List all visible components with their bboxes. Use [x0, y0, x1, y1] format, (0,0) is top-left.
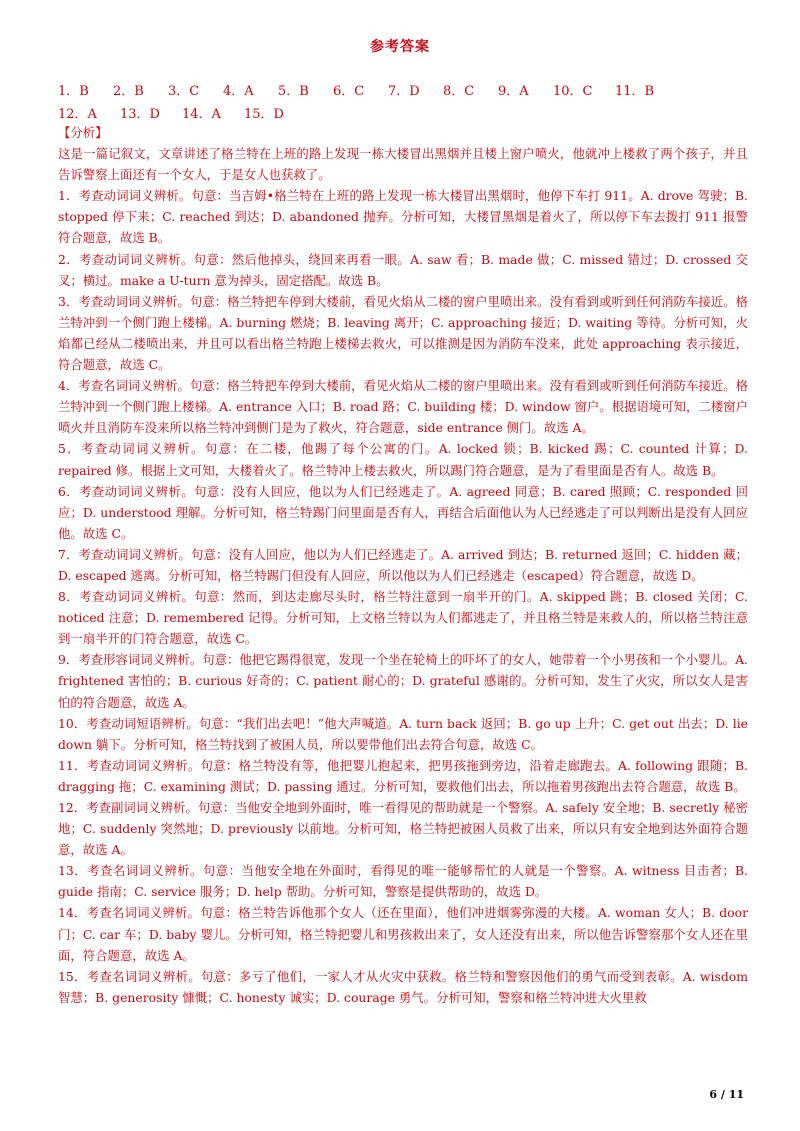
answer-item: 11．B — [615, 84, 655, 99]
analysis-section — [58, 122, 748, 1008]
explanation-paragraph: 3．考查动词词义辨析。句意：格兰特把车停到大楼前，看见火焰从二楼的窗户里喷出来。没有看到或听到任何消防车接近。格兰特冲到一个侧门跑上楼梯。A. burning 燃烧；B. leaving 离开；C. approaching 接近；D. waiting 等待。分析可知，火焰都已经从二楼喷出来，并且可以看出格兰特跑上楼梯去救火，可以推测是因为消防车没来，此处 approaching 表示接近，符合题意，故选 C。 — [58, 293, 748, 373]
explanation-paragraph: 4．考查名词词义辨析。句意：格兰特把车停到大楼前，看见火焰从二楼的窗户里喷出来。没有看到或听到任何消防车接近。格兰特冲到一个侧门跑上楼梯。A. entrance 入口；B. road 路；C. building 楼；D. window 窗户。根据语境可知，二楼窗户喷火并且消防车没来所以格兰特冲到侧门是为了救火，符合题意，side entrance 侧门。故选 A。 — [58, 378, 749, 436]
explanation-paragraph: 1．考查动词词义辨析。句意：当吉姆•格兰特在上班的路上发现一栋大楼冒出黑烟时，他停下车打 911。A. drove 驾驶；B. stopped 停下来；C. reached 到达；D. abandoned 抛弃。分析可知，大楼冒黑烟是着火了，所以停下车去拨打 911 报警符合题意，故选 B。 — [58, 188, 748, 246]
answer-item: 3．C — [168, 84, 200, 99]
explanation-paragraph: 7．考查动词词义辨析。句意：没有人回应，他以为人们已经逃走了。A. arrived 到达；B. returned 返回；C. hidden 藏；D. escaped 逃离。分析可知，格兰特踢门但没有人回应，所以他以为人们已经逃走（escaped）符合题意，故选 D。 — [58, 546, 748, 583]
explanation-paragraph: 11．考查动词词义辨析。句意：格兰特没有等，他把婴儿抱起来，把男孩拖到旁边，沿着走廊跑去。A. following 跟随；B. dragging 拖；C. examining 测试；D. passing 通过。分析可知，要救他们出去，所以拖着男孩跑出去符合题意，故选 B。 — [58, 757, 748, 794]
explanation-paragraph: 6．考查动词词义辨析。句意：没有人回应，他以为人们已经逃走了。A. agreed 同意；B. cared 照顾；C. responded 回应；D. understood 理解。分析可知，格兰特踢门问里面是否有人，再结合后面他认为人已经逃走了可以判断出是没有人回应他。故选 C。 — [58, 483, 748, 541]
answer-item: 2．B — [113, 84, 144, 99]
answer-item: 13．D — [120, 107, 160, 122]
answer-item: 5．B — [278, 84, 309, 99]
explanation-paragraph: 15．考查名词词义辨析。句意：多亏了他们，一家人才从火灾中获救。格兰特和警察因他们的勇气而受到表彰。A. wisdom 智慧；B. generosity 慷慨；C. honesty 诚实；D. courage 勇气。分析可知，警察和格兰特冲进大火里救 — [58, 968, 748, 1005]
answer-item: 10．C — [553, 84, 593, 99]
explanation-paragraph: 14．考查名词词义辨析。句意：格兰特告诉他那个女人（还在里面），他们冲进烟雾弥漫的大楼。A. woman 女人；B. door 门；C. car 车；D. baby 婴儿。分析可知，格兰特把婴儿和男孩救出来了，女人还没有出来，所以他告诉警察那个女人还在里面，符合题意，故选 A。 — [58, 905, 748, 963]
summary-paragraph: 这是一篇记叙文，文章讲述了格兰特在上班的路上发现一栋大楼冒出黑烟并且楼上窗户喷火，他就冲上楼救了两个孩子，并且告诉警察上面还有一个女人，于是女人也获救了。 — [58, 146, 748, 183]
answer-item: 4．A — [223, 84, 254, 99]
explanation-paragraph: 5．考查动词词义辨析。句意：在二楼，他踢了每个公寓的门。A. locked 锁；B. kicked 踢；C. counted 计算；D. repaired 修。根据上文可知，大楼着火了。格兰特冲上楼去救火，所以踢门符合题意，是为了看里面是否有人。故选 B。 — [58, 441, 748, 478]
page-number: 6 / 11 — [709, 1088, 744, 1101]
explanation-paragraph: 8．考查动词词义辨析。句意：然而，到达走廊尽头时，格兰特注意到一扇半开的门。A. skipped 跳；B. closed 关闭；C. noticed 注意；D. remembered 记得。分析可知，上文格兰特以为人们都逃走了，并且格兰特是来救人的，所以格兰特注意到一扇半开的门符合题意，故选 C。 — [58, 589, 748, 647]
answer-item: 15．D — [244, 107, 284, 122]
answer-item: 14．A — [182, 107, 221, 122]
answer-item: 6．C — [333, 84, 365, 99]
explanation-paragraph: 9．考查形容词词义辨析。句意：他把它踢得很宽，发现一个坐在轮椅上的吓坏了的女人，她带着一个小男孩和一个小婴儿。A. frightened 害怕的；B. curious 好奇的；C. patient 耐心的；D. grateful 感谢的。分析可知，发生了火灾，所以女人是害怕的符合题意，故选 A。 — [58, 652, 748, 710]
answer-item: 8．C — [443, 84, 475, 99]
analysis-label: 【分析】 — [58, 125, 108, 140]
answer-item: 9．A — [498, 84, 529, 99]
answer-item: 12．A — [58, 107, 97, 122]
answer-key — [58, 80, 758, 126]
answer-item: 7．D — [388, 84, 420, 99]
page-title: 参考答案 — [370, 39, 430, 55]
explanation-paragraph: 13．考查名词词义辨析。句意：当他安全地在外面时，看得见的唯一能够帮忙的人就是一个警察。A. witness 目击者；B. guide 指南；C. service 服务；D. help 帮助。分析可知，警察是提供帮助的，故选 D。 — [58, 863, 748, 900]
explanation-paragraph: 10．考查动词短语辨析。句意：“我们出去吧！”他大声喊道。A. turn back 返回；B. go up 上升；C. get out 出去；D. lie down 躺下。分析可知，格兰特找到了被困人员，所以要带他们出去符合句意，故选 C。 — [58, 715, 748, 752]
answer-item: 1．B — [58, 84, 89, 99]
answer-row-1 — [58, 80, 758, 103]
explanation-paragraph: 2．考查动词词义辨析。句意：然后他掉头，绕回来再看一眼。A. saw 看；B. made 做；C. missed 错过；D. crossed 交叉；横过。make a U-turn 意为掉头，固定搭配。故选 B。 — [58, 251, 748, 288]
explanation-paragraph: 12．考查副词词义辨析。句意：当他安全地到外面时，唯一看得见的帮助就是一个警察。A. safely 安全地；B. secretly 秘密地；C. suddenly 突然地；D. previously 以前地。分析可知，格兰特把被困人员救了出来，所以只有安全地到达外面符合题意，故选 A。 — [58, 800, 748, 858]
